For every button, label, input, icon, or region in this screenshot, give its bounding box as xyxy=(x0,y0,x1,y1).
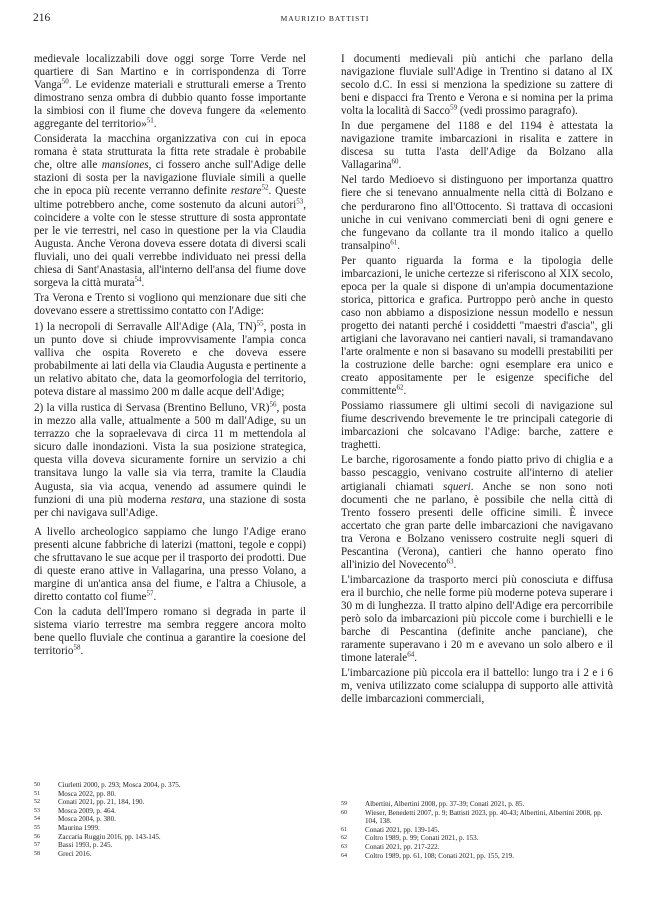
left-text-column xyxy=(34,53,306,660)
right-text-column xyxy=(341,53,613,708)
paragraph: In due pergamene del 1188 e del 1194 è attestata la navigazione tramite imbarcazioni in risalita e zattere in discesa su tutta l'asta dell'Adige da Bolzano alla Vallagarina$^{60}$. xyxy=(341,120,613,172)
paragraph: Nel tardo Medioevo si distinguono per importanza quattro fiere che si tenevano annualmente nella città di Bolzano e che perdurarono fino all'Ottocento. Si trattava di occasioni uniche in cui venivano commerciati beni di ogni genere e che fungevano da collante tra il mondo italico a quello transalpino$^{61}$. xyxy=(341,174,613,252)
footnote: 58 Greci 2016. xyxy=(34,849,92,858)
footnote: 57 Bassi 1993, p. 245. xyxy=(34,841,113,850)
paragraph: L'imbarcazione più piccola era il battello: lungo tra i 2 e i 6 m, veniva utilizzato come scialuppa di supporto alle attività delle imbarcazioni commerciali, xyxy=(341,667,613,706)
list-item: 2) la villa rustica di Servasa (Brentino Belluno, VR)$^{56}$, posta in mezzo alla valle, attualmente a 500 m dall'Adige, su un terrazzo che la sopraelevava di circa 11 m mettendola al sicuro dalle inondazioni. Vista la sua posizione strategica, questa villa doveva sicuramente fornire un servizio a chi transitava lungo la valle sia via terra, tramite la Claudia Augusta, sia via acqua, venendo ad assumere quindi le funzioni di una più moderna restara, una stazione di sosta per chi navigava sull'Adige. xyxy=(34,400,306,519)
footnote: 64 Coltro 1989, pp. 61, 108; Conati 2021, pp. 155, 219. xyxy=(341,851,514,860)
footnote: 56 Zaccaria Ruggiu 2016, pp. 143-145. xyxy=(34,832,161,841)
paragraph: Tra Verona e Trento si vogliono qui menzionare due siti che dovevano essere a strettissimo contatto con l'Adige: xyxy=(34,291,306,317)
footnote: 53 Mosca 2009, p. 464. xyxy=(34,806,116,815)
list-item: 1) la necropoli di Serravalle All'Adige (Ala, TN)$^{55}$, posta in un punto dove si chiude improvvisamente l'ampia conca valliva che ospita Rovereto e che doveva essere probabilmente ai lati della via Claudia Augusta e pertinente a un relativo abitato che, data la geomorfologia del territorio, poteva distare al massimo 200 m dalle acque dell'Adige; xyxy=(34,319,306,399)
paragraph: Con la caduta dell'Impero romano si degrada in parte il sistema viario terrestre ma sembra reggere ancora molto bene quello fluviale che continua a garantire la coesione del territorio$^{58}$. xyxy=(34,605,306,658)
paragraph: A livello archeologico sappiamo che lungo l'Adige erano presenti alcune fabbriche di laterizi (mattoni, tegole e coppi) che sfruttavano le sue acque per il trasporto dei prodotti. Due di queste erano attive in Vallagarina, una presso Volano, a margine di un'antica ansa del fiume, e l'altra a Chiusole, a diretto contatto col fiume$^{57}$. xyxy=(34,525,306,603)
footnote: 51 Mosca 2022, pp. 80. xyxy=(34,789,116,798)
footnote: 59 Albertini, Albertini 2008, pp. 37-39; Conati 2021, p. 85. xyxy=(341,800,525,808)
footnote: 60 Wieser, Benedetti 2007, p. 9; Battisti 2023, pp. 40-43; Albertini, Albertini 2008, pp. 104, 138. xyxy=(341,808,603,826)
paragraph: medievale localizzabili dove oggi sorge Torre Verde nel quartiere di San Martino e in corrispondenza di Torre Vanga$^{50}$. Le evidenze materiali e strutturali emerse a Trento dimostrano senza ombra di dubbio quanto fosse importante la simbiosi con il fiume che doveva fungere da «elemento aggregante del territorio»$^{51}$. xyxy=(34,53,306,131)
footnote: 55 Maurina 1999. xyxy=(34,823,100,832)
footnote: 61 Conati 2021, pp. 139-145. xyxy=(341,825,440,834)
footnote: 50 Ciurletti 2000, p. 293; Mosca 2004, p. 375. xyxy=(34,781,181,789)
footnotes-right xyxy=(341,800,613,860)
footnote: 54 Mosca 2004, p. 380. xyxy=(34,815,116,824)
running-head: MAURIZIO BATTISTI xyxy=(280,14,370,23)
paragraph: I documenti medievali più antichi che parlano della navigazione fluviale sull'Adige in Trentino si datano al IX secolo d.C. In essi si menziona la spedizione su zattere di beni e dispacci fra Trento e Verona e si nomina per la prima volta la località di Sacco$^{59}$ (vedi prossimo paragrafo). xyxy=(341,53,613,118)
paragraph: Per quanto riguarda la forma e la tipologia delle imbarcazioni, le uniche certezze si riferiscono al XIX secolo, epoca per la quale si dispone di un'ampia documentazione storica, pittorica e grafica. Purtroppo però anche in questo caso non abbiamo a disposizione nessun modello e nessun progetto dei natanti perché i cosiddetti "maestri d'ascia", gli artigiani che lavoravano nei cantieri navali, si tramandavano l'arte oralmente e non si basavano su modelli prestabiliti per la costruzione delle barche: ogni esemplare era unico e creato appositamente per le esigenze specifiche del committente$^{62}$. xyxy=(341,254,613,398)
paragraph: Le barche, rigorosamente a fondo piatto privo di chiglia e a basso pescaggio, venivano costruite all'interno di atelier artigianali chiamati squeri. Anche se non sono noti documenti che ne parlano, è possibile che nella città di Trento fossero presenti delle officine simili. È invece accertato che gran parte delle imbarcazioni che navigavano tra Verona e Bolzano venissero costruite negli squeri di Pescantina (Verona), cantieri che hanno operato fino all'inizio del Novecento$^{63}$. xyxy=(341,454,613,571)
paragraph: Considerata la macchina organizzativa con cui in epoca romana è stata strutturata la fitta rete stradale è probabile che, oltre alle mansiones, ci fossero anche sull'Adige delle stazioni di sosta per la navigazione fluviale simili a quelle che in epoca più recente verranno definite restare$^{52}$. Queste ultime potrebbero anche, come sostenuto da alcuni autori$^{53}$, coincidere a volte con le stesse strutture di sosta approntate per le vie terrestri, nel caso in questione per la via Claudia Augusta. Anche Verona doveva essere dotata di diversi scali fluviali, uno dei quali verrebbe individuato nei pressi della chiesa di Sant'Anastasia, all'interno dell'ansa del fiume dove sorgeva la città murata$^{54}$. xyxy=(34,133,306,289)
page-number: 216 xyxy=(33,12,51,24)
footnote: 62 Coltro 1989, p. 99; Conati 2021, p. 153. xyxy=(341,834,479,843)
footnotes-left xyxy=(34,781,306,858)
footnote: 52 Conati 2021, pp. 21, 184, 190. xyxy=(34,798,145,807)
paragraph: L'imbarcazione da trasporto merci più conosciuta e diffusa era il burchio, che nelle forme più moderne poteva superare i 30 m di lunghezza. Il tratto alpino dell'Adige era percorribile però solo da imbarcazioni più piccole come i burchielli e le barche di Pescantina (definite anche panciane), che raramente superavano i 20 m e avevano un solo albero e il timone laterale$^{64}$. xyxy=(341,573,613,665)
footnote: 63 Conati 2021, pp. 217-222. xyxy=(341,842,440,851)
paragraph: Possiamo riassumere gli ultimi secoli di navigazione sul fiume descrivendo brevemente le tre principali categorie di imbarcazioni che solcavano l'Adige: barche, zattere e traghetti. xyxy=(341,400,613,452)
